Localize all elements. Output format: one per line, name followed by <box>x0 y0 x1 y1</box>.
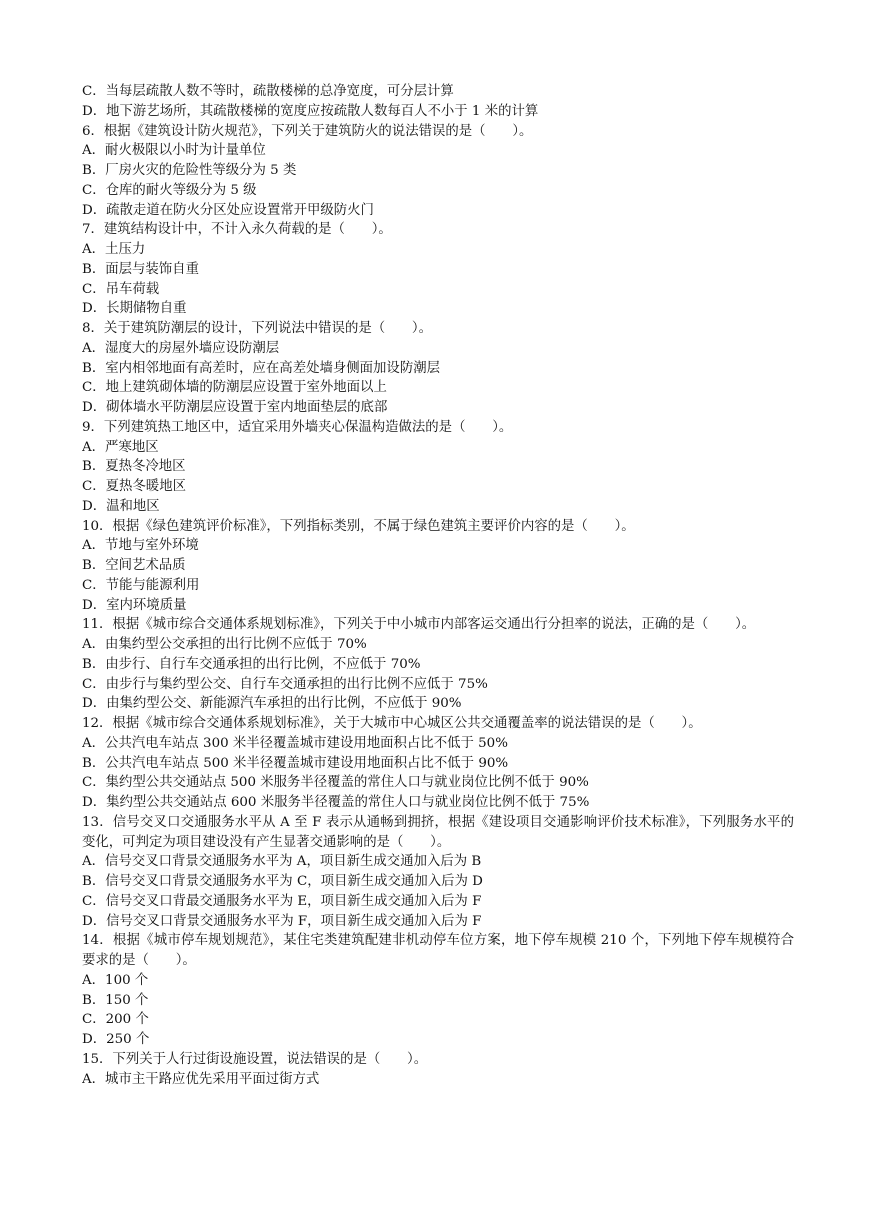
answer-option: C．仓库的耐火等级分为 5 级 <box>82 182 257 198</box>
answer-option: A．100 个 <box>82 972 149 988</box>
question-stem: 7．建筑结构设计中，不计入永久荷载的是（ ）。 <box>82 222 392 238</box>
answer-option: C．夏热冬暖地区 <box>82 479 186 494</box>
answer-option: B．由步行、自行车交通承担的出行比例，不应低于 70% <box>82 656 421 672</box>
answer-option: C．节能与能源利用 <box>82 577 200 593</box>
answer-option: A．土压力 <box>82 242 146 257</box>
answer-option: B．夏热冬冷地区 <box>82 459 186 475</box>
answer-option: B．150 个 <box>82 992 149 1008</box>
question-stem: 14．根据《城市停车规划规范》，某住宅类建筑配建非机动停车位方案，地下停车规模 210 个，下列地下停车规模符合要求的是（ ）。 <box>82 933 794 968</box>
question-stem: 12．根据《城市综合交通体系规划标准》，关于大城市中心城区公共交通覆盖率的说法错误的是（ ）。 <box>82 716 702 731</box>
answer-option: D．集约型公共交通站点 600 米服务半径覆盖的常住人口与就业岗位比例不低于 75% <box>82 795 590 810</box>
answer-option: D．信号交叉口背景交通服务水平为 F，项目新生成交通加入后为 F <box>82 913 482 929</box>
answer-option: D．250 个 <box>82 1032 150 1047</box>
answer-option: D．地下游艺场所，其疏散楼梯的宽度应按疏散人数每百人不小于 1 米的计算 <box>82 103 539 119</box>
question-stem: 11．根据《城市综合交通体系规划标准》，下列关于中小城市内部客运交通出行分担率的说法，正确的是（ ）。 <box>82 617 756 633</box>
answer-option: B．面层与装饰自重 <box>82 261 199 277</box>
answer-option: B．公共汽电车站点 500 米半径覆盖城市建设用地面积占比不低于 90% <box>82 755 509 771</box>
answer-option: B．空间艺术品质 <box>82 558 186 573</box>
question-stem: 10．根据《绿色建筑评价标准》，下列指标类别，不属于绿色建筑主要评价内容的是（ ）。 <box>82 518 635 534</box>
answer-option: A．城市主干路应优先采用平面过街方式 <box>82 1071 320 1087</box>
answer-option: D．砌体墙水平防潮层应设置于室内地面垫层的底部 <box>82 400 388 415</box>
answer-option: D．疏散走道在防火分区处应设置常开甲级防火门 <box>82 202 374 218</box>
answer-option: A．公共汽电车站点 300 米半径覆盖城市建设用地面积占比不低于 50% <box>82 735 508 751</box>
answer-option: A．信号交叉口背景交通服务水平为 A，项目新生成交通加入后为 B <box>82 854 482 870</box>
answer-option: A．严寒地区 <box>82 439 159 455</box>
answer-option: C．吊车荷载 <box>82 281 160 297</box>
answer-option: B．厂房火灾的危险性等级分为 5 类 <box>82 163 297 178</box>
answer-option: D．长期储物自重 <box>82 301 187 317</box>
answer-option: B．信号交叉口背景交通服务水平为 C，项目新生成交通加入后为 D <box>82 874 483 889</box>
question-stem: 9．下列建筑热工地区中，适宜采用外墙夹心保温构造做法的是（ ）。 <box>82 419 513 435</box>
question-stem: 6．根据《建筑设计防火规范》，下列关于建筑防火的说法错误的是（ ）。 <box>82 123 533 139</box>
answer-option: D．室内环境质量 <box>82 597 187 613</box>
exam-page <box>82 82 794 1089</box>
answer-option: C．集约型公共交通站点 500 米服务半径覆盖的常住人口与就业岗位比例不低于 90% <box>82 775 589 791</box>
answer-option: C．信号交叉口背最交通服务水平为 E，项目新生成交通加入后为 F <box>82 893 482 909</box>
answer-option: D．温和地区 <box>82 498 160 514</box>
answer-option: A．耐火极限以小时为计量单位 <box>82 143 266 159</box>
question-stem: 15．下列关于人行过街设施设置，说法错误的是（ ）。 <box>82 1051 428 1067</box>
answer-option: C．当每层疏散人数不等时，疏散楼梯的总净宽度，可分层计算 <box>82 84 454 99</box>
answer-option: A．湿度大的房屋外墙应设防潮层 <box>82 340 280 356</box>
answer-option: A．节地与室外环境 <box>82 538 199 554</box>
answer-option: A．由集约型公交承担的出行比例不应低于 70% <box>82 637 367 652</box>
answer-option: C．200 个 <box>82 1012 149 1028</box>
answer-option: C．地上建筑砌体墙的防潮层应设置于室外地面以上 <box>82 380 387 396</box>
answer-option: C．由步行与集约型公交、自行车交通承担的出行比例不应低于 75% <box>82 676 488 692</box>
answer-option: B．室内相邻地面有高差时，应在高差处墙身侧面加设防潮层 <box>82 360 440 376</box>
answer-option: D．由集约型公交、新能源汽车承担的出行比例，不应低于 90% <box>82 696 462 712</box>
question-stem: 13．信号交叉口交通服务水平从 A 至 F 表示从通畅到拥挤，根据《建设项目交通影响评价技术标准》，下列服务水平的变化，可判定为项目建设没有产生显著交通影响的是（ ）。 <box>82 814 794 850</box>
question-stem: 8．关于建筑防潮层的设计，下列说法中错误的是（ ）。 <box>82 321 432 336</box>
